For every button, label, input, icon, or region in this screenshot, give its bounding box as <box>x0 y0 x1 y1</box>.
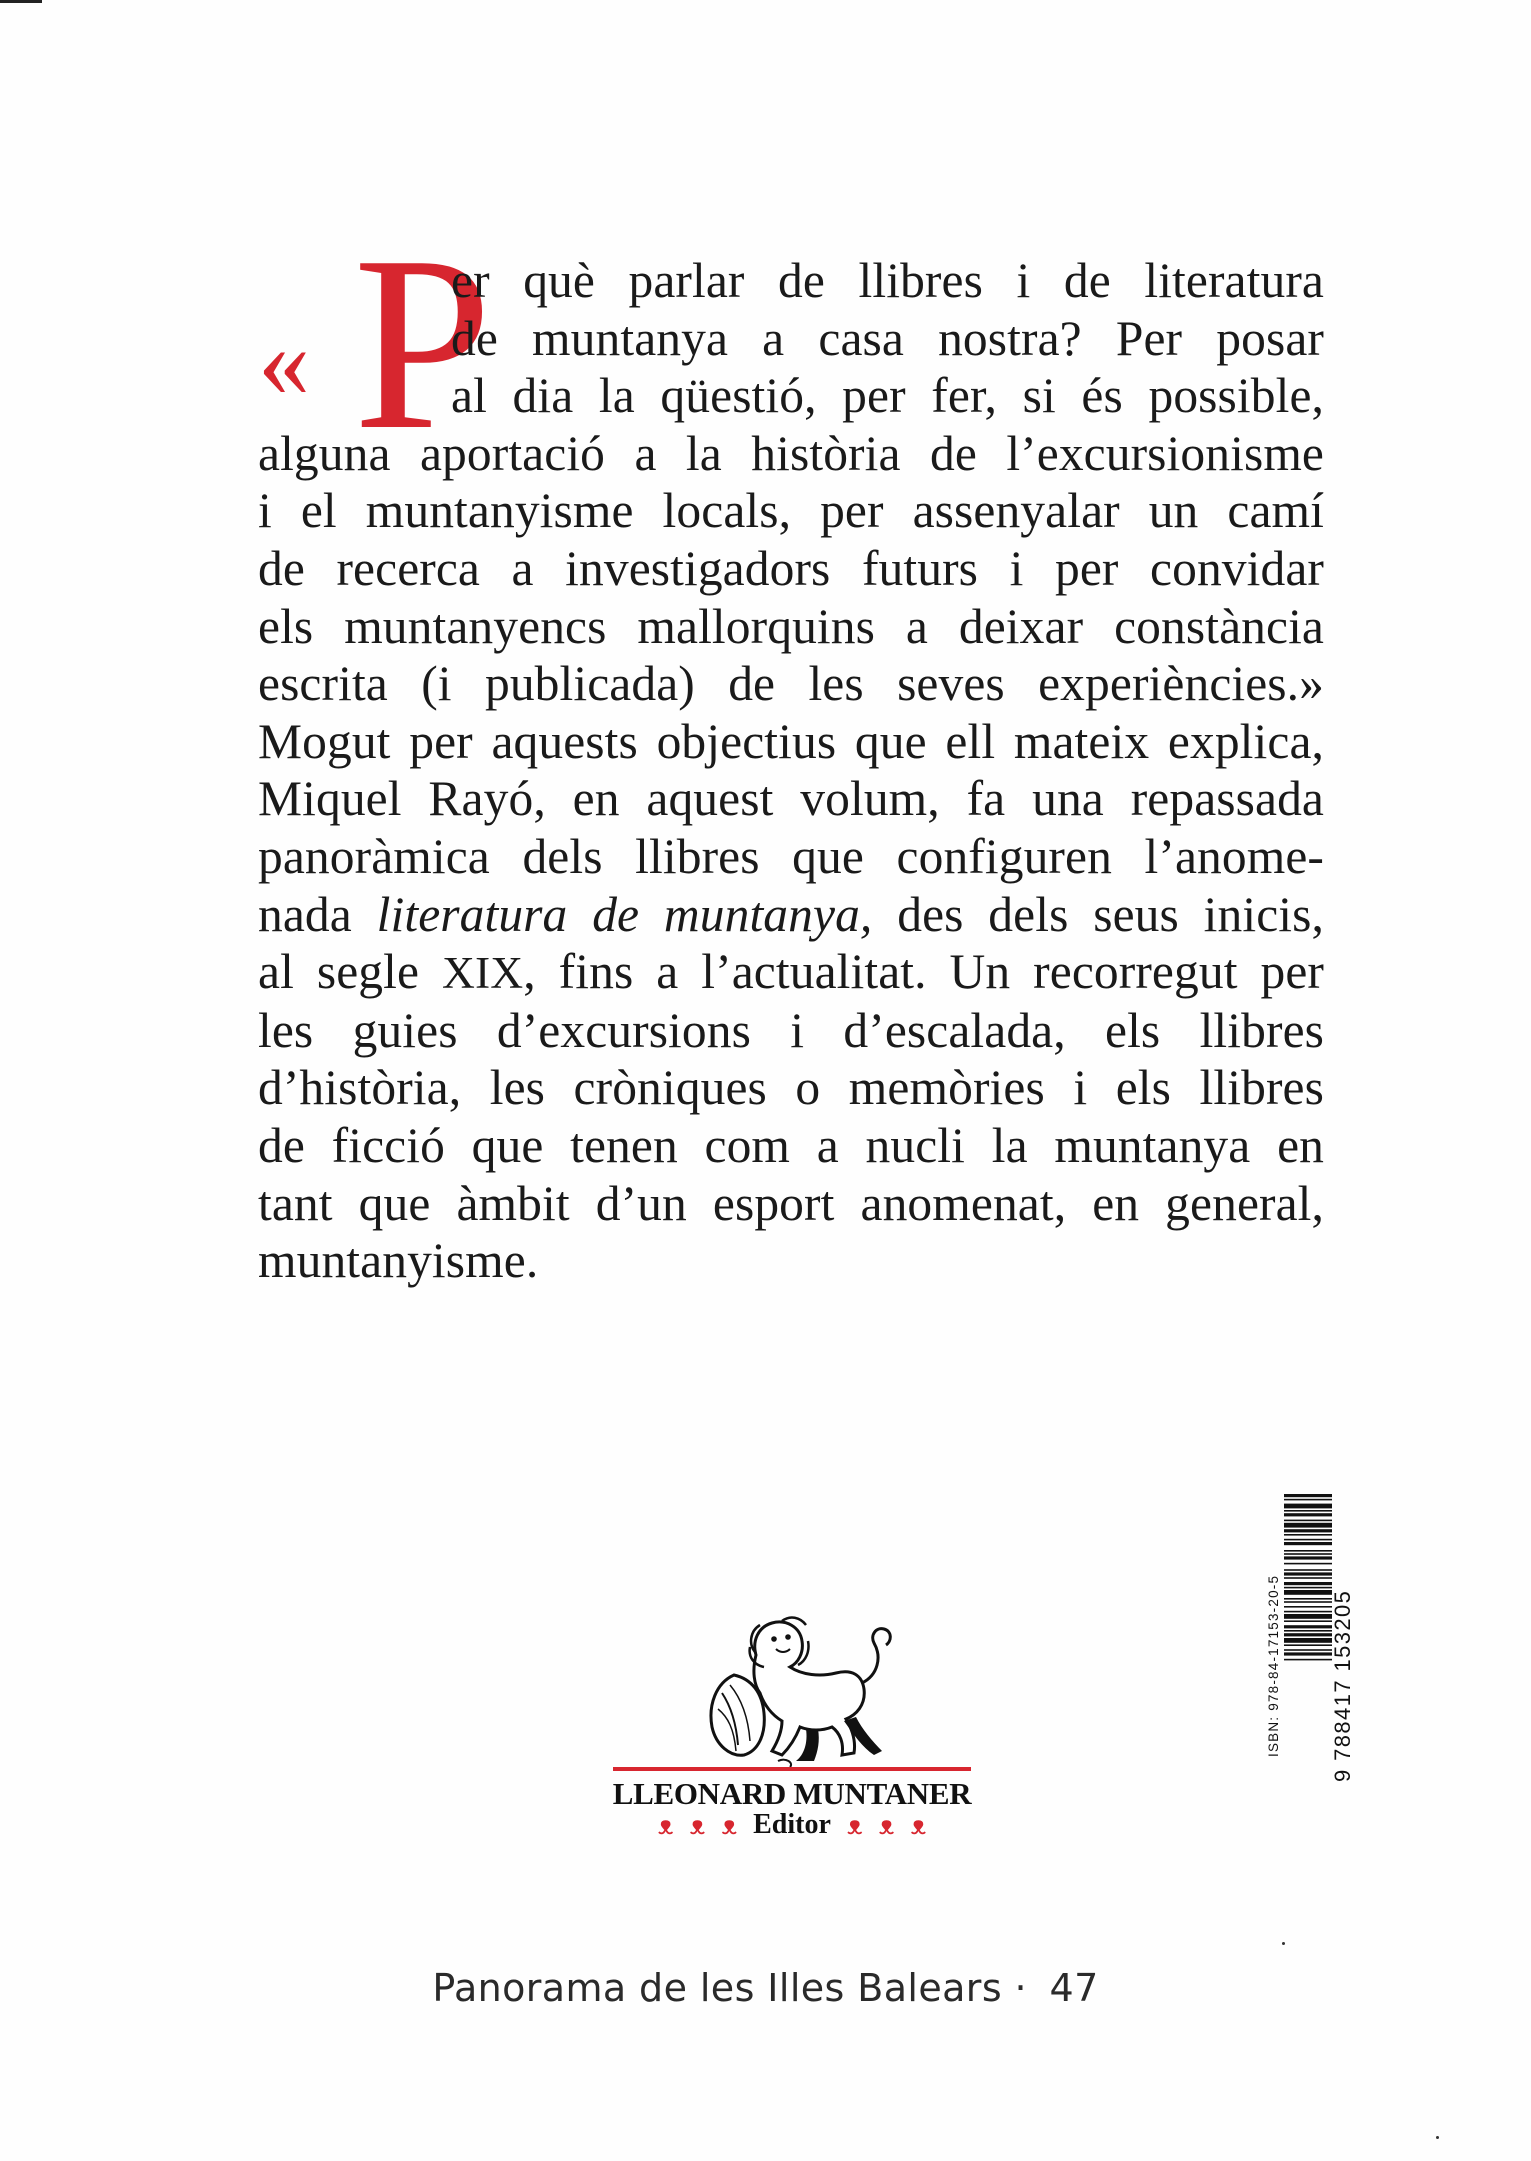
barcode-bar <box>1284 1620 1332 1622</box>
blurb-word: nada <box>258 886 352 942</box>
blurb-line: les guies d’excursions i d’escalada, els llibres <box>258 1002 1324 1058</box>
drop-cap: P <box>353 205 493 482</box>
blurb-line: d’història, les cròniques o memòries i els llibres <box>258 1060 1324 1116</box>
isbn-label: ISBN: 978-84-17153-20-5 <box>1266 1574 1281 1757</box>
blurb-line: escrita (i publicada) de les seves experiències.» <box>258 656 1324 712</box>
barcode-bar <box>1284 1633 1332 1636</box>
blurb-line: tant que àmbit d’un esport anomenat, en general, <box>258 1175 1324 1231</box>
barcode-bar <box>1284 1572 1332 1575</box>
scan-speck <box>1282 1942 1285 1945</box>
barcode-bar <box>1284 1569 1332 1571</box>
barcode-bar <box>1284 1520 1332 1522</box>
isbn-barcode <box>1258 1492 1355 1782</box>
blurb-line: de recerca a investigadors futurs i per convidar <box>258 540 1324 596</box>
blurb-line <box>258 886 1324 944</box>
barcode-bar <box>1284 1513 1332 1516</box>
barcode-bar <box>1284 1577 1332 1579</box>
series-footer <box>0 1966 1531 2010</box>
barcode-bar <box>1284 1649 1332 1651</box>
barcode-bar <box>1284 1587 1332 1589</box>
blurb-line: i el muntanyisme locals, per assenyalar un camí <box>258 483 1324 539</box>
barcode-bar <box>1284 1556 1332 1559</box>
ornament-icon: ᴥ <box>878 1810 895 1841</box>
barcode-bar <box>1284 1614 1332 1619</box>
book-genre-italic: literatura de muntanya, <box>376 886 873 942</box>
barcode-bar <box>1284 1494 1332 1497</box>
century-roman-numeral: XIX <box>442 947 524 999</box>
barcode-bar <box>1284 1539 1332 1541</box>
barcode-bar <box>1284 1652 1332 1655</box>
barcode-bar <box>1284 1659 1332 1661</box>
barcode-bar <box>1284 1529 1332 1532</box>
blurb-text <box>258 205 1324 1290</box>
barcode-bar <box>1284 1499 1332 1501</box>
barcode-bar <box>1284 1550 1332 1552</box>
blurb-line: Miquel Rayó, en aquest volum, fa una repassada <box>258 771 1324 827</box>
ornament-icon: ᴥ <box>689 1810 706 1841</box>
publisher-name: LLEONARD MUNTANER <box>612 1776 972 1811</box>
barcode-bar <box>1284 1504 1332 1509</box>
blurb-phrase: des dels seus inicis, <box>897 886 1324 942</box>
barcode-bar <box>1284 1590 1332 1595</box>
blurb-line: de ficció que tenen com a nucli la muntanya en <box>258 1117 1324 1173</box>
scan-speck <box>1436 2136 1439 2139</box>
barcode-bar <box>1284 1582 1332 1585</box>
publisher-editor-label: Editor <box>753 1809 831 1840</box>
blurb-line: al dia la qüestió, per fer, si és possible, <box>451 368 1324 424</box>
ornament-icon: ᴥ <box>910 1810 927 1841</box>
barcode-bar <box>1284 1523 1332 1528</box>
blurb-line <box>258 943 1324 1002</box>
publisher-editor-row <box>606 1809 978 1841</box>
barcode-bar <box>1284 1630 1332 1632</box>
blurb-line: els muntanyencs mallorquins a deixar constància <box>258 598 1324 654</box>
barcode-bar <box>1284 1606 1332 1608</box>
ornament-icon: ᴥ <box>721 1810 738 1841</box>
blurb-line: muntanyisme. <box>258 1233 539 1289</box>
blurb-word: al segle <box>258 944 420 1000</box>
ornament-icon: ᴥ <box>657 1810 674 1841</box>
barcode-digits: 9 788417 153205 <box>1330 1589 1355 1782</box>
opening-guillemet: « <box>258 304 302 419</box>
blurb-line: de muntanya a casa nostra? Per posar <box>451 310 1324 366</box>
logo-red-rule <box>613 1767 971 1771</box>
barcode-bar <box>1284 1534 1332 1536</box>
series-name: Panorama de les Illes Balears <box>432 1966 1003 2010</box>
publisher-logo <box>606 1605 978 1840</box>
blurb-line: panoràmica dels llibres que configuren l’anome- <box>258 828 1324 884</box>
series-number: 47 <box>1049 1966 1099 2010</box>
barcode-bars <box>1284 1492 1332 1732</box>
barcode-bar <box>1284 1638 1332 1643</box>
lion-rampant-icon <box>686 1605 916 1767</box>
blurb-line: er què parlar de llibres i de literatura <box>451 253 1324 308</box>
crop-mark <box>0 0 42 3</box>
barcode-bar <box>1284 1611 1332 1613</box>
barcode-bar <box>1284 1598 1332 1600</box>
barcode-bar <box>1284 1625 1332 1628</box>
blurb-phrase: , fins a l’actualitat. Un recorregut per <box>523 944 1324 1000</box>
opening-lines <box>451 252 1324 425</box>
barcode-bar <box>1284 1510 1332 1512</box>
barcode-bar <box>1284 1542 1332 1545</box>
ornament-icon: ᴥ <box>846 1810 863 1841</box>
barcode-bar <box>1284 1644 1332 1646</box>
barcode-bar <box>1284 1601 1332 1603</box>
blurb-line: alguna aportació a la història de l’excursionisme <box>258 425 1324 481</box>
blurb-line: Mogut per aquests objectius que ell mateix explica, <box>258 713 1324 769</box>
barcode-bar <box>1284 1563 1332 1565</box>
barcode-bar <box>1284 1553 1332 1555</box>
series-separator: · <box>1014 1966 1028 2010</box>
